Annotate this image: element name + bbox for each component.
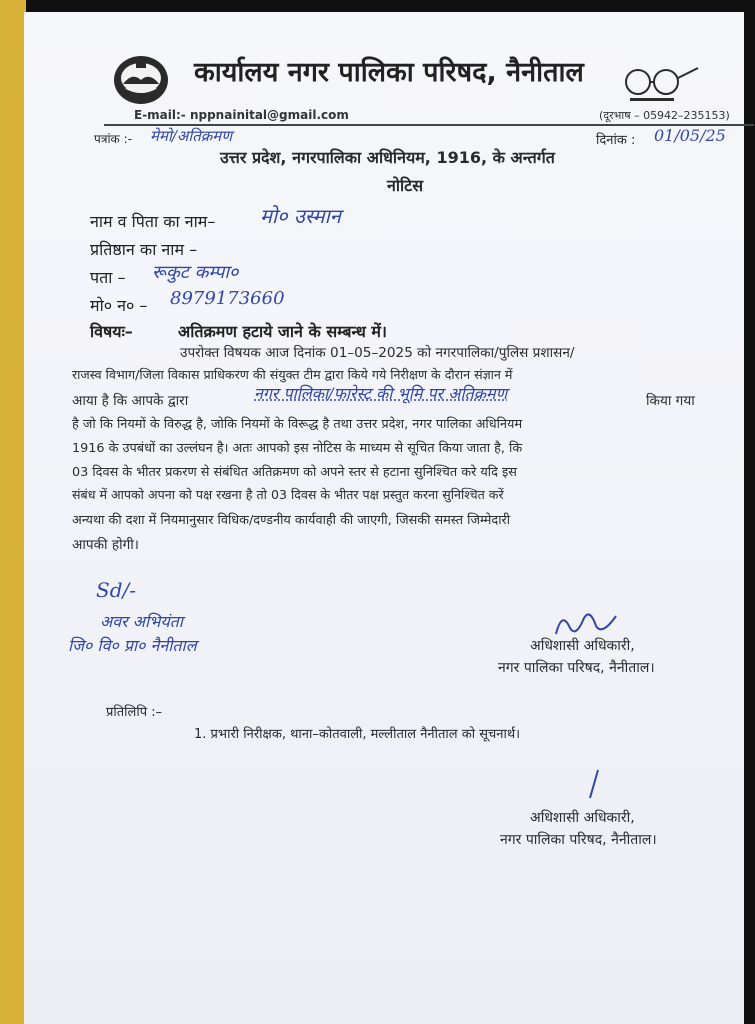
body-line-9: आपकी होगी। bbox=[72, 537, 139, 553]
signatory-1-designation: अधिशासी अधिकारी, bbox=[530, 638, 635, 654]
copy-item-1: 1. प्रभारी निरीक्षक, थाना–कोतवाली, मल्लीताल नैनीताल को सूचनार्थ। bbox=[194, 727, 521, 742]
signatory-1-office: नगर पालिका परिषद, नैनीताल। bbox=[498, 660, 655, 676]
body-line-8: अन्यथा की दशा में नियमानुसार विधिक/दण्डनीय कार्यवाही की जाएगी, जिसकी समस्त जिम्मेदारी bbox=[72, 513, 511, 528]
municipal-logo-icon bbox=[112, 54, 170, 106]
body-line-1: उपरोक्त विषयक आज दिनांक 01–05–2025 को नगरपालिका/पुलिस प्रशासन/ bbox=[180, 345, 575, 361]
phone-number: (दूरभाष – 05942–235153) bbox=[599, 109, 730, 122]
mobile-label: मो० न० – bbox=[90, 296, 148, 315]
name-label: नाम व पिता का नाम– bbox=[90, 212, 216, 231]
act-heading: उत्तर प्रदेश, नगरपालिका अधिनियम, 1916, के अन्तर्गत bbox=[220, 148, 555, 167]
mobile-value: 8979173660 bbox=[170, 288, 285, 309]
body-line-5: 1916 के उपबंधों का उल्लंघन है। अतः आपको इस नोटिस के माध्यम से सूचित किया जाता है, कि bbox=[72, 441, 523, 456]
subject-label: विषयः– bbox=[90, 322, 133, 341]
ref-label: पत्रांक :- bbox=[94, 132, 132, 146]
signatory-2-designation: अधिशासी अधिकारी, bbox=[530, 810, 635, 826]
body-line-3b: किया गया bbox=[646, 393, 695, 409]
body-line-2: राजस्व विभाग/जिला विकास प्राधिकरण की संयुक्त टीम द्वारा किये गये निरीक्षण के दौरान संज्ञान में bbox=[72, 367, 513, 382]
signatory-2-office: नगर पालिका परिषद, नैनीताल। bbox=[500, 832, 657, 848]
notice-heading: नोटिस bbox=[387, 176, 424, 195]
email-address: E-mail:- nppnainital@gmail.com bbox=[134, 108, 349, 122]
office-title: कार्यालय नगर पालिका परिषद, नैनीताल bbox=[194, 57, 584, 88]
notice-document bbox=[24, 12, 744, 1024]
address-value: रूकुट कम्पा० bbox=[152, 262, 239, 283]
establishment-label: प्रतिष्ठान का नाम – bbox=[90, 240, 198, 259]
ref-value: मेमो/अतिक्रमण bbox=[150, 127, 233, 145]
left-note-line-1: अवर अभियंता bbox=[100, 612, 183, 631]
officer-initial-mark-icon bbox=[584, 768, 604, 802]
body-line-6: 03 दिवस के भीतर प्रकरण से संबंधित अतिक्रमण को अपने स्तर से हटाना सुनिश्चित करे यदि इस bbox=[72, 465, 517, 480]
subject-text: अतिक्रमण हटाये जाने के सम्बन्ध में। bbox=[178, 322, 387, 341]
date-label: दिनांक : bbox=[596, 133, 636, 148]
junior-engineer-signature: Sd/- bbox=[96, 578, 136, 602]
body-line-3a: आया है कि आपके द्वारा bbox=[72, 393, 189, 409]
name-value: मो० उस्मान bbox=[260, 204, 341, 228]
body-line-7: संबंध में आपको अपना को पक्ष रखना है तो 03 दिवस के भीतर पक्ष प्रस्तुत करना सुनिश्चित करें bbox=[72, 487, 504, 502]
date-value: 01/05/25 bbox=[654, 126, 726, 145]
paper-edge-strip bbox=[0, 0, 26, 1024]
left-note-line-2: जि० वि० प्रा० नैनीताल bbox=[68, 636, 197, 655]
address-label: पता – bbox=[90, 268, 126, 287]
swachh-bharat-logo-icon bbox=[616, 64, 700, 104]
copy-label: प्रतिलिपि :– bbox=[106, 705, 163, 720]
body-line-4: है जो कि नियमों के विरुद्ध है, जोकि नियमों के विरूद्ध है तथा उत्तर प्रदेश, नगर पालिका अधिनियम bbox=[72, 417, 523, 432]
body-line-3-handwritten: नगर पालिका/फारेस्ट की भूमि पर अतिक्रमण bbox=[254, 384, 508, 403]
